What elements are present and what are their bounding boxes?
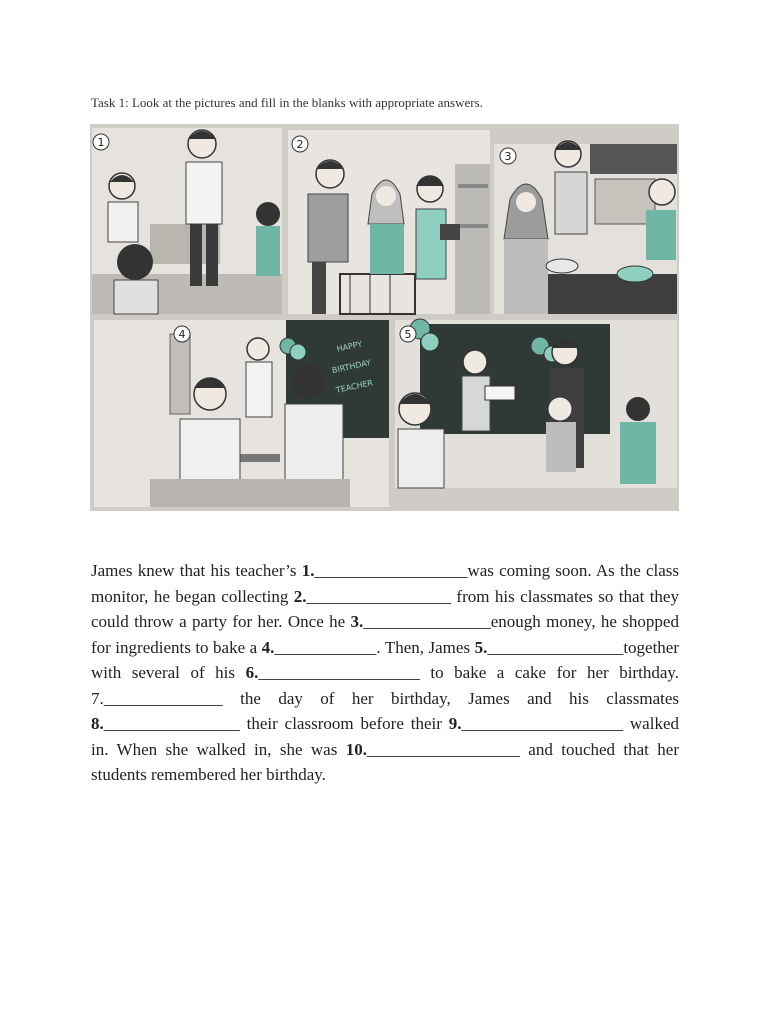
blank-number: 10. bbox=[345, 739, 367, 759]
panel-5 bbox=[395, 319, 677, 488]
passage-text-segment: the day of her birthday, James and his classmates bbox=[222, 688, 679, 708]
banner-teacher: TEACHER bbox=[335, 378, 374, 395]
answer-blank[interactable]: __________________ bbox=[366, 739, 520, 759]
story-illustration bbox=[90, 124, 679, 511]
blank-number: 2. bbox=[293, 586, 307, 606]
banner-birthday: BIRTHDAY bbox=[331, 358, 372, 376]
passage-text-segment: together with several of his bbox=[91, 637, 680, 682]
answer-blank[interactable]: ___________________ bbox=[461, 714, 624, 733]
answer-blank[interactable]: ________________ bbox=[487, 637, 624, 657]
panel-number-2: 2 bbox=[296, 138, 304, 151]
passage-text-segment: James knew that his teacher’s bbox=[91, 561, 302, 580]
answer-blank[interactable]: ________________ bbox=[103, 714, 240, 733]
panel-number-5: 5 bbox=[404, 328, 412, 341]
fill-in-blanks-passage bbox=[91, 558, 679, 788]
passage-text-segment: was coming soon. As the class monitor, he began collecting bbox=[91, 561, 679, 606]
panel-1 bbox=[92, 128, 282, 314]
blank-number: 4. bbox=[261, 637, 275, 657]
blank-number: 9. bbox=[448, 714, 462, 733]
blank-number: 1. bbox=[301, 561, 315, 580]
passage-text-segment: to bake a cake for her birthday. bbox=[419, 663, 680, 682]
panel-number-3: 3 bbox=[504, 150, 512, 163]
passage-text-segment: their classroom before their bbox=[239, 714, 449, 733]
banner-happy: HAPPY bbox=[335, 339, 364, 354]
panel-4 bbox=[94, 320, 389, 507]
passage-text-segment: walked in. When she walked in, she was bbox=[91, 714, 679, 759]
passage-text-segment: and touched that her students remembered her birthday. bbox=[91, 739, 679, 784]
answer-blank[interactable]: ____________ bbox=[274, 637, 377, 657]
panel-number-4: 4 bbox=[178, 328, 186, 341]
passage-text-segment: . Then, James bbox=[376, 637, 475, 657]
panel-number-1: 1 bbox=[97, 136, 105, 149]
answer-blank[interactable]: _________________ bbox=[306, 586, 451, 606]
task-instruction: Task 1: Look at the pictures and fill in the blanks with appropriate answers. bbox=[91, 95, 483, 110]
blank-number: 6. bbox=[245, 663, 259, 682]
panel-2 bbox=[288, 130, 490, 314]
passage-text-segment: from his classmates so that they could throw a party for her. Once he bbox=[91, 586, 679, 631]
passage-text-segment: enough money, he shopped for ingredients to bake a bbox=[91, 612, 679, 657]
panel-3 bbox=[494, 141, 677, 314]
blank-number: 3. bbox=[350, 612, 364, 631]
answer-blank[interactable]: __________________ bbox=[314, 561, 468, 580]
answer-blank[interactable]: _______________ bbox=[363, 612, 491, 631]
passage-paragraph bbox=[91, 558, 679, 788]
answer-blank[interactable]: ______________ bbox=[103, 688, 223, 708]
answer-blank[interactable]: ___________________ bbox=[258, 663, 420, 682]
blank-number: 8. bbox=[91, 714, 104, 733]
blank-number: 5. bbox=[474, 637, 488, 657]
passage-text-segment: 7. bbox=[91, 688, 104, 708]
